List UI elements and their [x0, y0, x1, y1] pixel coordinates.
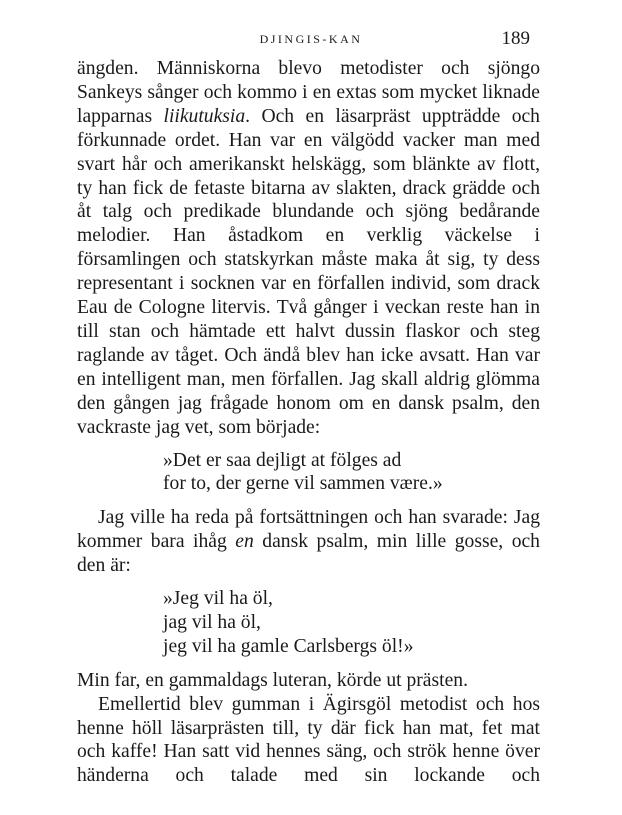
emphasized-word: en [235, 531, 254, 553]
running-title: DJINGIS-KAN [259, 32, 363, 46]
quote-line: jeg vil ha gamle Carlsbergs öl!» [163, 635, 414, 657]
quote-line: for to, der gerne vil sammen være.» [163, 473, 443, 495]
paragraph-text: dansk psalm, min lille gosse, och den är: [77, 531, 540, 577]
page-number: 189 [501, 28, 530, 49]
paragraph-text: ängden. Människorna blevo metodister och sjöngo Sankeys sånger och kommo i en extas som mycket liknade lapparnas [77, 58, 540, 127]
emphasized-word: liikutuksia [163, 105, 246, 127]
paragraph: Min far, en gammaldags luteran, körde ut prästen. [77, 669, 468, 691]
quote-block [77, 449, 540, 497]
quote-block [77, 587, 540, 659]
paragraph-text: . Och en läsarpräst uppträdde och förkunnade ordet. Han var en välgödd vacker man med svart hår och amerikanskt helskägg, som blänkte av flott, ty han fick de fetaste bitarna av slakten, drack grädde och åt talg och predikade blundande och sjöng bedårande melodier. Han åstadkom en verklig väckelse i församlingen och statskyrkan måste maka åt sig, ty dess representant i socknen var en förfallen individ, som drack Eau de Cologne litervis. Två gånger i veckan reste han in till stan och hämtade ett halvt dussin flaskor och steg raglande av tåget. Och ändå blev han icke avsatt. Han var en intelligent man, men förfallen. Jag skall aldrig glömma den gången jag frågade honom om en dansk psalm, den vackraste jag vet, som började: [77, 105, 540, 438]
quote-line: »Det er saa dejligt at fölges ad [163, 449, 402, 471]
quote-line: jag vil ha öl, [163, 611, 261, 633]
paragraph: Emellertid blev gumman i Ägirsgöl metodist och hos henne höll läsarprästen till, ty där fick han mat, fet mat och kaffe! Han satt vid hennes säng, och strök henne över händerna och talade med sin lockande och [77, 693, 540, 787]
paragraph-text: Jag ville ha reda på fortsättningen och han svarade: Jag kommer bara ihåg [77, 507, 540, 553]
paragraph [77, 57, 540, 440]
paragraph [77, 506, 540, 578]
body-text [77, 57, 540, 788]
running-head [0, 28, 622, 52]
quote-line: »Jeg vil ha öl, [163, 588, 273, 610]
